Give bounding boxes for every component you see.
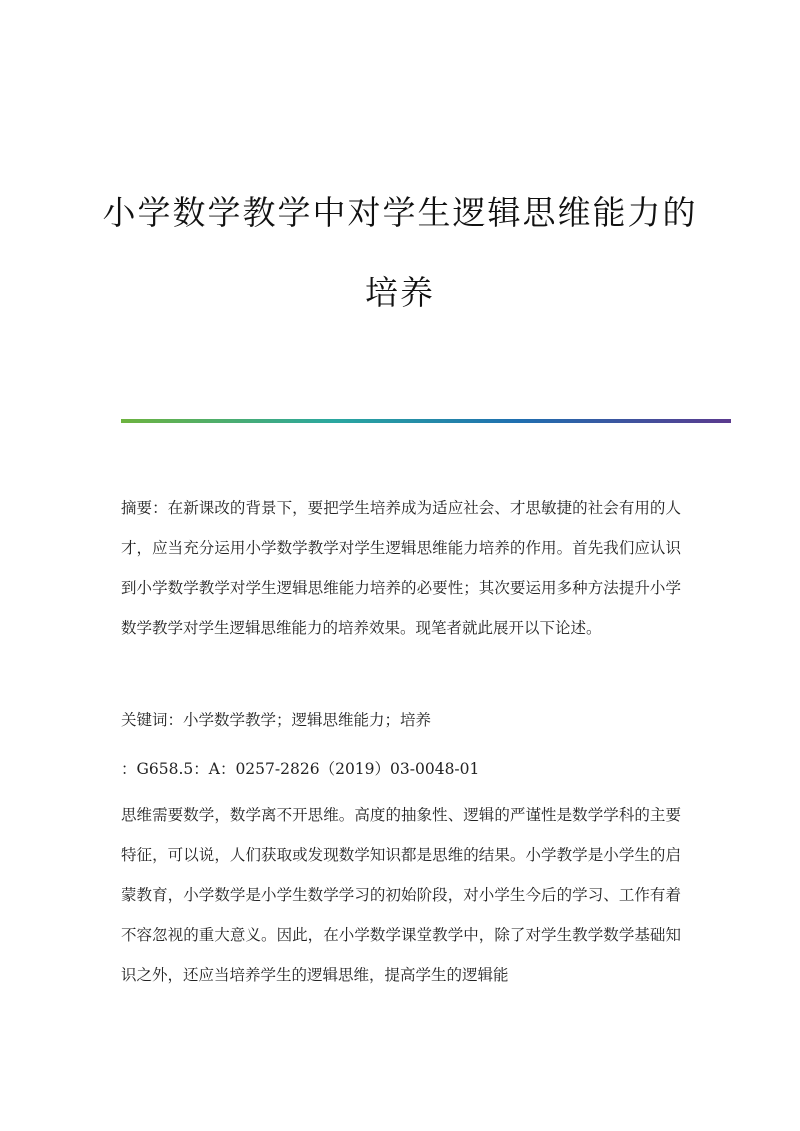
keywords-line: 关键词：小学数学教学；逻辑思维能力；培养 (121, 711, 432, 729)
title-divider (121, 419, 731, 423)
document-title-line-2: 培养 (365, 273, 435, 312)
body-paragraph: 思维需要数学，数学离不开思维。高度的抽象性、逻辑的严谨性是数学学科的主要特征，可以说，人们获取或发现数学知识都是思维的结果。小学教学是小学生的启蒙教育，小学数学是小学生数学学习的初始阶段，对小学生今后的学习、工作有着不容忽视的重大意义。因此，在小学数学课堂教学中，除了对学生教学数学基础知识之外，还应当培养学生的逻辑思维，提高学生的逻辑能 (121, 806, 681, 984)
abstract-paragraph: 摘要：在新课改的背景下，要把学生培养成为适应社会、才思敏捷的社会有用的人才，应当充分运用小学数学教学对学生逻辑思维能力培养的作用。首先我们应认识到小学数学教学对学生逻辑思维能力培养的必要性；其次要运用多种方法提升小学数学教学对学生逻辑思维能力的培养效果。现笔者就此展开以下论述。 (121, 499, 681, 637)
classification-line: ：G658.5：A：0257-2826（2019）03-0048-01 (121, 760, 480, 778)
document-title-line-1: 小学数学教学中对学生逻辑思维能力的 (102, 193, 698, 232)
